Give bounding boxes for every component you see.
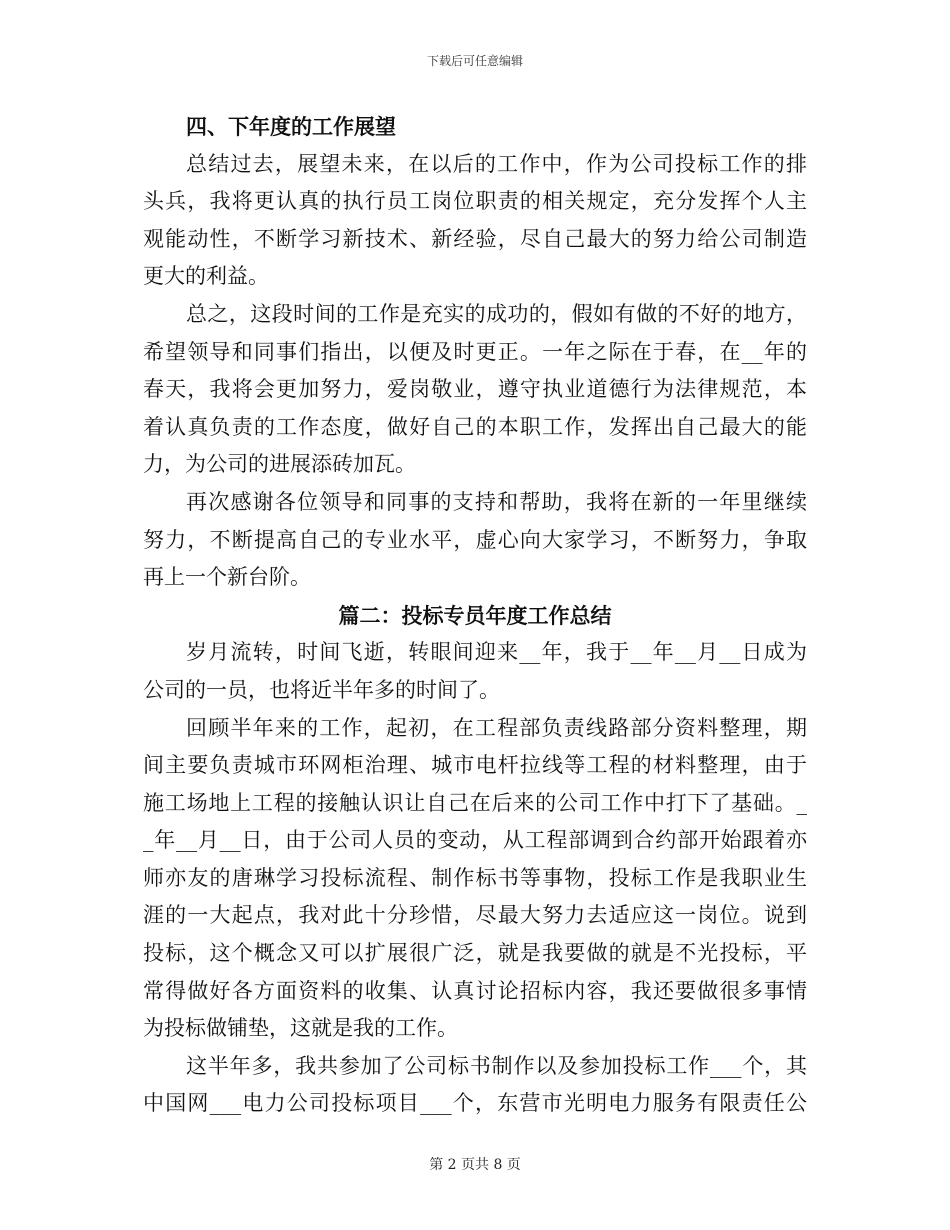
paragraph-line: 再次感谢各位领导和同事的支持和帮助，我将在新的一年里继续 xyxy=(186,489,807,514)
page-footer: 第 2 页共 8 页 xyxy=(429,1157,521,1173)
paragraph-line: 总结过去，展望未来，在以后的工作中，作为公司投标工作的排 xyxy=(186,151,807,176)
paragraph-line: 岁月流转，时间飞逝，转眼间迎来__年，我于__年__月__日成为 xyxy=(186,640,807,665)
part-heading: 篇二：投标专员年度工作总结 xyxy=(338,602,612,628)
paragraph-line: 间主要负责城市环网柜治理、城市电杆拉线等工程的材料整理，由于 xyxy=(143,753,807,778)
paragraph-line: 力，为公司的进展添砖加瓦。 xyxy=(143,452,416,477)
paragraph-line: _年__月__日，由于公司人员的变动，从工程部调到合约部开始跟着亦 xyxy=(143,828,807,853)
paragraph-line: 涯的一大起点，我对此十分珍惜，尽最大努力去适应这一岗位。说到 xyxy=(143,903,807,928)
paragraph-line: 观能动性，不断学习新技术、新经验，尽自己最大的努力给公司制造 xyxy=(143,226,807,251)
paragraph-line: 公司的一员，也将近半年多的时间了。 xyxy=(143,677,500,702)
paragraph-line: 施工场地上工程的接触认识让自己在后来的公司工作中打下了基础。_ xyxy=(143,790,807,815)
paragraph-line: 努力，不断提高自己的专业水平，虚心向大家学习，不断努力，争取 xyxy=(143,527,807,552)
paragraph-line: 头兵，我将更认真的执行员工岗位职责的相关规定，充分发挥个人主 xyxy=(143,189,807,214)
header-note: 下载后可任意编辑 xyxy=(426,54,523,68)
paragraph-line: 春天，我将会更加努力，爱岗敬业，遵守执业道德行为法律规范，本 xyxy=(143,377,807,402)
paragraph-line: 总之，这段时间的工作是充实的成功的，假如有做的不好的地方， xyxy=(186,301,807,326)
paragraph-line: 为投标做铺垫，这就是我的工作。 xyxy=(143,1016,458,1041)
section-heading: 四、下年度的工作展望 xyxy=(186,114,396,139)
paragraph-line: 着认真负责的工作态度，做好自己的本职工作，发挥出自己最大的能 xyxy=(143,414,807,439)
paragraph-line: 投标，这个概念又可以扩展很广泛，就是我要做的就是不光投标，平 xyxy=(143,941,807,966)
paragraph-line: 中国网___电力公司投标项目___个，东营市光明电力服务有限责任公 xyxy=(143,1091,807,1116)
paragraph-line: 回顾半年来的工作，起初，在工程部负责线路部分资料整理，期 xyxy=(186,715,807,740)
paragraph-line: 这半年多，我共参加了公司标书制作以及参加投标工作___个，其 xyxy=(186,1053,807,1078)
paragraph-line: 常得做好各方面资料的收集、认真讨论招标内容，我还要做很多事情 xyxy=(143,978,807,1003)
document-body xyxy=(143,108,807,1123)
paragraph-line: 更大的利益。 xyxy=(143,264,269,289)
paragraph-line: 希望领导和同事们指出，以便及时更正。一年之际在于春，在__年的 xyxy=(143,339,807,364)
paragraph-line: 再上一个新台阶。 xyxy=(143,565,311,590)
paragraph-line: 师亦友的唐琳学习投标流程、制作标书等事物，投标工作是我职业生 xyxy=(143,865,807,890)
